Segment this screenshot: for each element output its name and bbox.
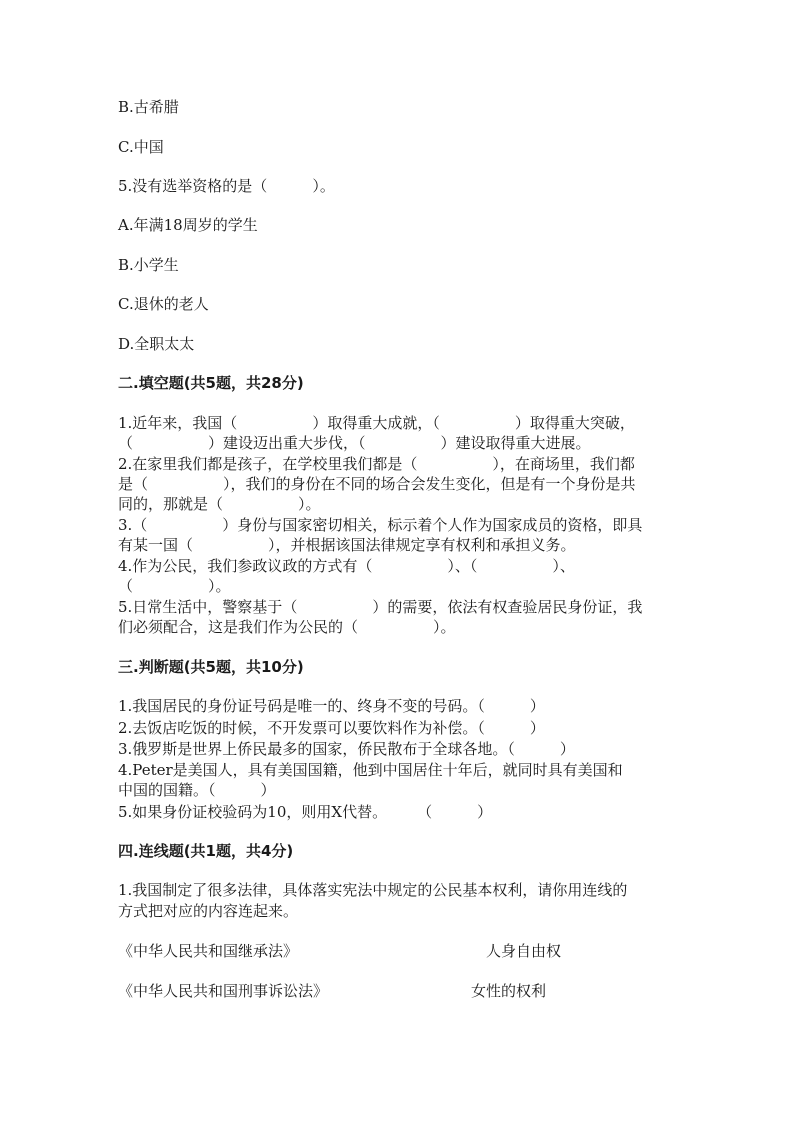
fill-blank-line: 4.作为公民，我们参政议政的方式有（ ）、（ ）、 [118, 557, 575, 575]
true-false-line: 1.我国居民的身份证号码是唯一的、终身不变的号码。（ ） [118, 697, 545, 715]
section-heading-matching: 四.连线题(共1题，共4分) [118, 842, 294, 860]
matching-left-item: 《中华人民共和国继承法》 [118, 942, 299, 960]
fill-blank-line: （ ）建设迈出重大步伐，（ ）建设取得重大进展。 [118, 434, 591, 452]
fill-blank-line: 是（ ），我们的身份在不同的场合会发生变化，但是有一个身份是共 [118, 475, 636, 493]
true-false-line: 中国的国籍。（ ） [118, 781, 276, 799]
fill-blank-line: 5.日常生活中，警察基于（ ）的需要，依法有权查验居民身份证，我 [118, 598, 643, 616]
true-false-line: 4.Peter是美国人，具有美国国籍，他到中国居住十年后，就同时具有美国和 [118, 761, 623, 779]
fill-blank-line: （ ）。 [118, 577, 231, 595]
q4-option-c: C.中国 [118, 138, 164, 156]
fill-blank-line: 1.近年来，我国（ ）取得重大成就，（ ）取得重大突破， [118, 414, 635, 432]
q5-option-b: B.小学生 [118, 256, 179, 274]
section-heading-true-false: 三.判断题(共5题，共10分) [118, 658, 304, 676]
matching-stem-line: 1.我国制定了很多法律，具体落实宪法中规定的公民基本权利，请你用连线的 [118, 881, 628, 899]
matching-right-item: 女性的权利 [471, 982, 547, 1000]
matching-right-item: 人身自由权 [486, 942, 562, 960]
true-false-line: 5.如果身份证校验码为10，则用X代替。 （ ） [118, 803, 493, 821]
q5-option-a: A.年满18周岁的学生 [118, 216, 258, 234]
section-heading-fill-blank: 二.填空题(共5题，共28分) [118, 374, 304, 392]
q5-option-d: D.全职太太 [118, 335, 195, 353]
matching-left-item: 《中华人民共和国刑事诉讼法》 [118, 982, 329, 1000]
fill-blank-line: 们必须配合，这是我们作为公民的（ ）。 [118, 618, 456, 636]
true-false-line: 2.去饭店吃饭的时候，不开发票可以要饮料作为补偿。（ ） [118, 719, 545, 737]
matching-stem-line: 方式把对应的内容连起来。 [118, 902, 299, 920]
fill-blank-line: 同的，那就是（ ）。 [118, 495, 321, 513]
fill-blank-line: 3.（ ）身份与国家密切相关，标示着个人作为国家成员的资格，即具 [118, 516, 643, 534]
fill-blank-line: 有某一国（ ），并根据该国法律规定享有权利和承担义务。 [118, 536, 576, 554]
q5-option-c: C.退休的老人 [118, 295, 209, 313]
q4-option-b: B.古希腊 [118, 98, 179, 116]
fill-blank-line: 2.在家里我们都是孩子，在学校里我们都是（ ），在商场里，我们都 [118, 455, 635, 473]
q5-stem: 5.没有选举资格的是（ ）。 [118, 177, 335, 195]
true-false-line: 3.俄罗斯是世界上侨民最多的国家，侨民散布于全球各地。（ ） [118, 740, 575, 758]
